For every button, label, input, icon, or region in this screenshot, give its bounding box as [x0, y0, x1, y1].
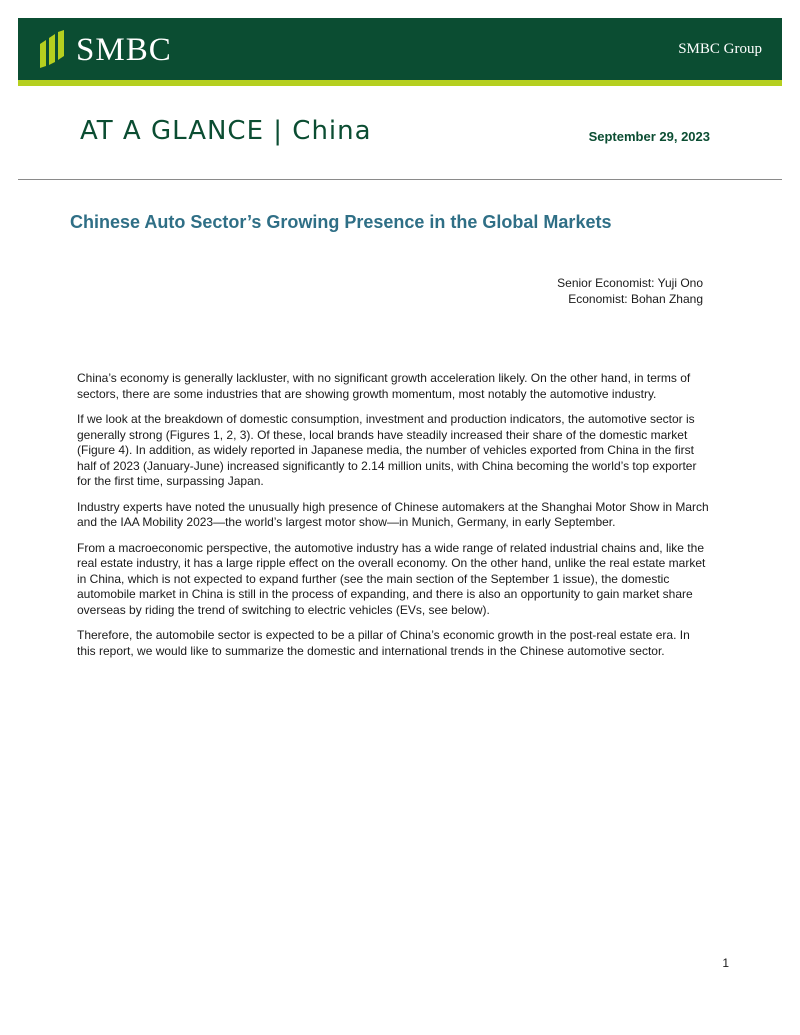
author-senior-economist: Senior Economist: Yuji Ono — [557, 276, 703, 290]
body-paragraph: From a macroeconomic perspective, the automotive industry has a wide range of related industrial chains and, like the real estate industry, it has a large ripple effect on the overall economy. On the other hand, unlike the real estate market in China, which is not expected to expand further (see the main section of the September 1 issue), the domestic automobile market in China is still in the process of expanding, and there is also an opportunity to gain market share overseas by riding the trend of switching to electric vehicles (EVs, see below). — [77, 540, 706, 617]
body-paragraph: China’s economy is generally lackluster, with no significant growth acceleration likely. On the other hand, in terms of sectors, there are some industries that are showing growth momentum, most notably the automotive industry. — [77, 371, 691, 401]
report-date: September 29, 2023 — [588, 129, 710, 144]
logo-text: SMBC — [76, 32, 172, 68]
report-body — [77, 371, 710, 669]
group-label: SMBC Group — [678, 41, 762, 57]
smbc-logo-icon — [38, 30, 66, 70]
header-divider — [18, 179, 782, 180]
body-paragraph: Therefore, the automobile sector is expected to be a pillar of China’s economic growth in the post-real estate era. In this report, we would like to summarize the domestic and international trends in the Chinese automotive sector. — [77, 628, 690, 658]
body-paragraph: Industry experts have noted the unusually high presence of Chinese automakers at the Shanghai Motor Show in March and the IAA Mobility 2023—the world’s largest motor show—in Munich, Germany, in early September. — [77, 499, 709, 529]
header-accent-stripe — [18, 80, 782, 86]
section-title: AT A GLANCE | China — [80, 116, 372, 146]
page-number: 1 — [722, 956, 729, 970]
author-list — [557, 275, 703, 307]
author-economist: Economist: Bohan Zhang — [568, 292, 703, 306]
body-paragraph: If we look at the breakdown of domestic consumption, investment and production indicators, the automotive sector is generally strong (Figures 1, 2, 3). Of these, local brands have steadily increased their share of the domestic market (Figure 4). In addition, as widely reported in Japanese media, the number of vehicles exported from China in the first half of 2023 (January-June) increased significantly to 2.14 million units, with China becoming the world’s top exporter for the first time, surpassing Japan. — [77, 412, 697, 488]
report-headline: Chinese Auto Sector’s Growing Presence in the Global Markets — [70, 212, 612, 232]
